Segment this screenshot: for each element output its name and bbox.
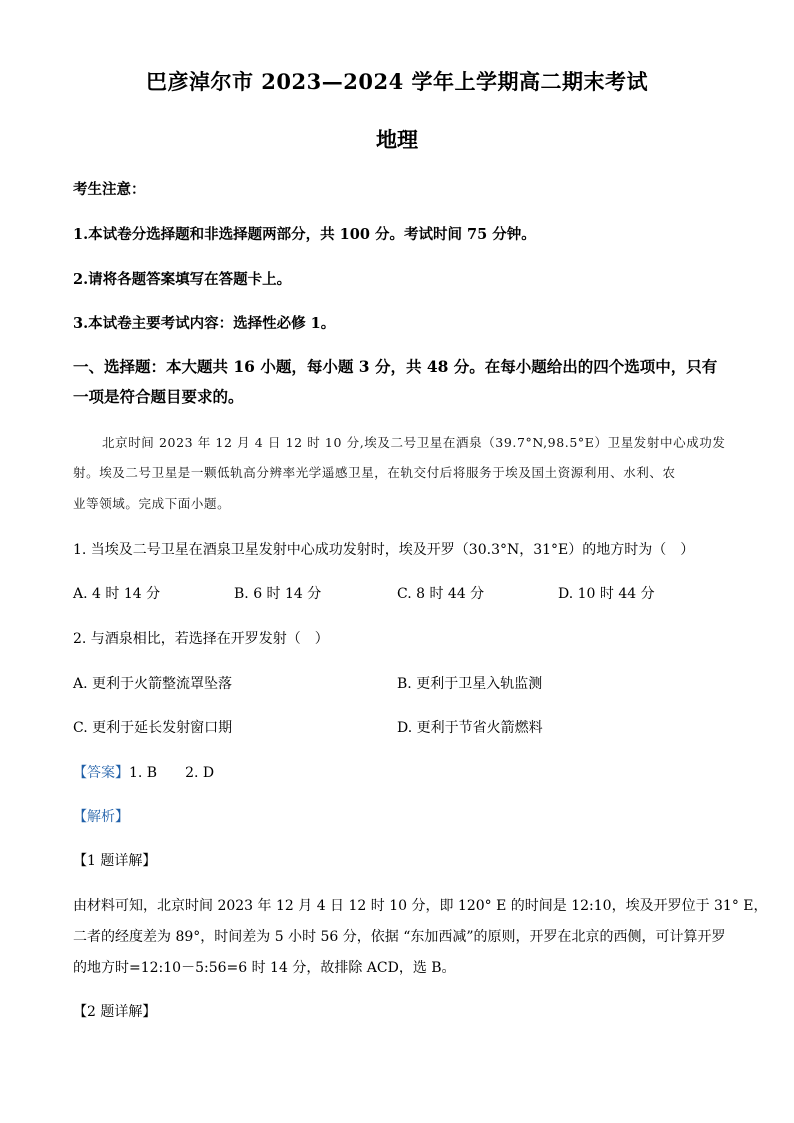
detail-1-line-2: 二者的经度差为 89°，时间差为 5 小时 56 分，依据 “东加西减”的原则，开罗在北京的西侧，可计算开罗 — [73, 929, 726, 945]
notice-item-1: 1.本试卷分选择题和非选择题两部分，共 100 分。考试时间 75 分钟。 — [73, 226, 536, 243]
q1-option-c: C. 8 时 44 分 — [397, 586, 485, 602]
detail-2-tag: 【2 题详解】 — [73, 1004, 157, 1020]
q2-option-a: A. 更利于火箭整流罩坠落 — [73, 676, 233, 692]
q2-option-b: B. 更利于卫星入轨监测 — [397, 676, 543, 692]
material-line-3: 业等领域。完成下面小题。 — [73, 496, 231, 511]
question-2-stem: 2. 与酒泉相比，若选择在开罗发射（ ） — [73, 631, 329, 647]
section-heading-line-2: 一项是符合题目要求的。 — [73, 387, 244, 406]
answer-line — [73, 762, 214, 782]
notice-item-3: 3.本试卷主要考试内容：选择性必修 1。 — [73, 315, 336, 332]
answer-text: 1. B 2. D — [129, 765, 215, 781]
material-line-2: 射。埃及二号卫星是一颗低轨高分辨率光学遥感卫星，在轨交付后将服务于埃及国土资源利用、水利、农 — [73, 465, 676, 480]
q2-option-d: D. 更利于节省火箭燃料 — [397, 720, 543, 736]
exam-title: 巴彦淖尔市 2023—2024 学年上学期高二期末考试 — [145, 69, 648, 94]
question-1-stem: 1. 当埃及二号卫星在酒泉卫星发射中心成功发射时，埃及开罗（30.3°N，31°E）的地方时为（ ） — [73, 542, 695, 558]
analysis-tag: 【解析】 — [73, 809, 129, 825]
q1-option-a: A. 4 时 14 分 — [73, 586, 161, 602]
answer-tag: 【答案】 — [73, 765, 129, 781]
detail-1-line-3: 的地方时=12:10－5:56=6 时 14 分，故排除 ACD，选 B。 — [73, 960, 456, 976]
detail-1-line-1: 由材料可知，北京时间 2023 年 12 月 4 日 12 时 10 分，即 120° E 的时间是 12:10，埃及开罗位于 31° E， — [73, 898, 768, 914]
material-line-1: 北京时间 2023 年 12 月 4 日 12 时 10 分,埃及二号卫星在酒泉（39.7°N,98.5°E）卫星发射中心成功发 — [102, 435, 726, 450]
notice-heading: 考生注意： — [73, 181, 146, 198]
q1-option-b: B. 6 时 14 分 — [234, 586, 322, 602]
subject-title: 地理 — [376, 127, 418, 152]
notice-item-2: 2.请将各题答案填写在答题卡上。 — [73, 271, 292, 288]
q2-option-c: C. 更利于延长发射窗口期 — [73, 720, 233, 736]
section-heading-line-1: 一、选择题：本大题共 16 小题，每小题 3 分，共 48 分。在每小题给出的四个选项中，只有 — [73, 357, 718, 376]
detail-1-tag: 【1 题详解】 — [73, 853, 157, 869]
q1-option-d: D. 10 时 44 分 — [558, 586, 655, 602]
